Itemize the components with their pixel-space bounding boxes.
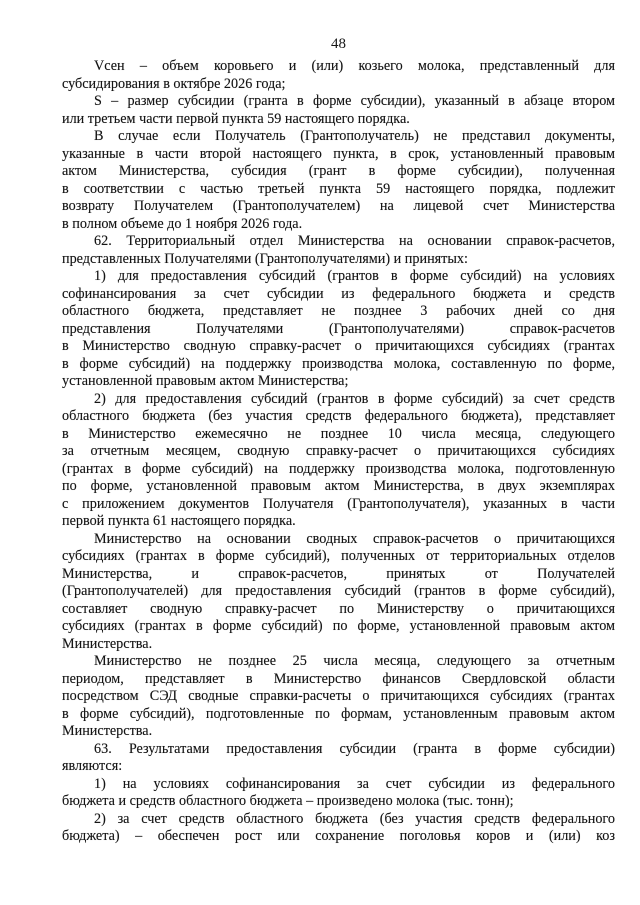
text-line: или третьем части первой пункта 59 настоящего порядка. — [62, 110, 410, 127]
paragraph — [62, 93, 615, 128]
text-line: областного бюджета (без участия средств федерального бюджета), представляет — [62, 408, 615, 424]
text-line: субсидирования в октябре 2026 года; — [62, 75, 286, 92]
text-line: периодом, представляет в Министерство финансов Свердловской области — [62, 670, 615, 687]
text-line: (грантах в форме субсидий) на поддержку производства молока, подготовленную — [62, 460, 615, 477]
text-line: 62. Территориальный отдел Министерства на основании справок-расчетов, — [94, 233, 615, 249]
paragraph — [62, 128, 615, 233]
text-line: составляет сводную справку-расчет по Министерству о причитающихся — [62, 600, 615, 617]
text-line: указанные в части второй настоящего пункта, в срок, установленный правовым — [62, 145, 615, 162]
text-line: В случае если Получатель (Грантополучатель) не представил документы, — [94, 128, 615, 144]
paragraph — [62, 653, 615, 741]
text-line: в соответствии с частью третьей пункта 59 настоящего порядка, подлежит — [62, 180, 615, 197]
text-line: 2) за счет средств областного бюджета (без участия средств федерального — [94, 810, 615, 827]
text-line: Vсен – объем коровьего и (или) козьего молока, представленный для — [94, 58, 615, 74]
text-line: возврату Получателем (Грантополучателем) на лицевой счет Министерства — [62, 198, 615, 214]
paragraph — [62, 741, 615, 776]
text-line: S – размер субсидии (гранта в форме субсидии), указанный в абзаце втором — [94, 93, 615, 109]
text-line: 1) на условиях софинансирования за счет субсидии из федерального — [94, 775, 615, 792]
text-line: субсидиях (грантах в форме субсидий) по форме, установленной правовым актом — [62, 618, 615, 634]
text-line: в форме субсидий) на поддержку производства молока, составленную по форме, — [62, 355, 615, 372]
text-line: с приложением документов Получателя (Грантополучателя), указанных в части — [62, 495, 615, 512]
text-line: представления Получателями (Грантополучателями) справок-расчетов — [62, 320, 615, 337]
text-line: установленной правовым актом Министерства; — [62, 373, 349, 389]
paragraph — [62, 268, 615, 391]
text-line: по форме, установленной правовым актом Министерства, в двух экземплярах — [62, 478, 615, 494]
text-line: представленных Получателями (Грантополучателями) и принятых: — [62, 250, 468, 267]
paragraph — [62, 531, 615, 654]
text-line: бюджета) – обеспечен рост или сохранение поголовья коров и (или) коз — [62, 828, 615, 844]
text-line: Министерства, и справок-расчетов, принятых от Получателей — [62, 565, 615, 582]
paragraph — [62, 233, 615, 268]
text-line: актом Министерства, субсидия (грант в форме субсидии), полученная — [62, 163, 615, 179]
text-line: за отчетным месяцем, сводную справку-расчет о причитающихся субсидиях — [62, 443, 615, 459]
document-body — [62, 58, 615, 846]
text-line: Министерства. — [62, 635, 153, 652]
text-line: 1) для предоставления субсидий (грантов в форме субсидий) на условиях — [94, 268, 615, 284]
page-number: 48 — [331, 36, 346, 52]
text-line: Министерство не позднее 25 числа месяца, следующего за отчетным — [94, 653, 615, 669]
text-line: посредством СЭД сводные справки-расчеты о причитающихся субсидиях (грантах — [62, 688, 615, 704]
text-line: в полном объеме до 1 ноября 2026 года. — [62, 215, 303, 232]
text-line: (Грантополучателей) для предоставления субсидий (грантов в форме субсидий), — [62, 583, 615, 599]
text-line: в форме субсидий), подготовленные по формам, установленным правовым актом — [62, 705, 615, 722]
paragraph — [62, 811, 615, 846]
text-line: областного бюджета, представляет не позднее 3 рабочих дней со дня — [62, 303, 615, 319]
text-line: являются: — [62, 758, 123, 774]
text-line: в Министерство сводную справку-расчет о причитающихся субсидиях (грантах — [62, 338, 615, 354]
paragraph — [62, 391, 615, 531]
text-line: Министерства. — [62, 723, 153, 739]
text-line: Министерство на основании сводных справок-расчетов о причитающихся — [94, 530, 615, 547]
paragraph — [62, 58, 615, 93]
text-line: софинансирования за счет субсидии из федерального бюджета и средств — [62, 285, 615, 302]
text-line: первой пункта 61 настоящего порядка. — [62, 513, 296, 529]
text-line: 2) для предоставления субсидий (грантов в форме субсидий) за счет средств — [94, 390, 615, 407]
text-line: субсидиях (грантах в форме субсидий), полученных от территориальных отделов — [62, 548, 615, 564]
text-line: в Министерство ежемесячно не позднее 10 числа месяца, следующего — [62, 425, 615, 442]
paragraph — [62, 776, 615, 811]
text-line: бюджета и средств областного бюджета – произведено молока (тыс. тонн); — [62, 793, 514, 809]
text-line: 63. Результатами предоставления субсидии (гранта в форме субсидии) — [94, 740, 615, 757]
